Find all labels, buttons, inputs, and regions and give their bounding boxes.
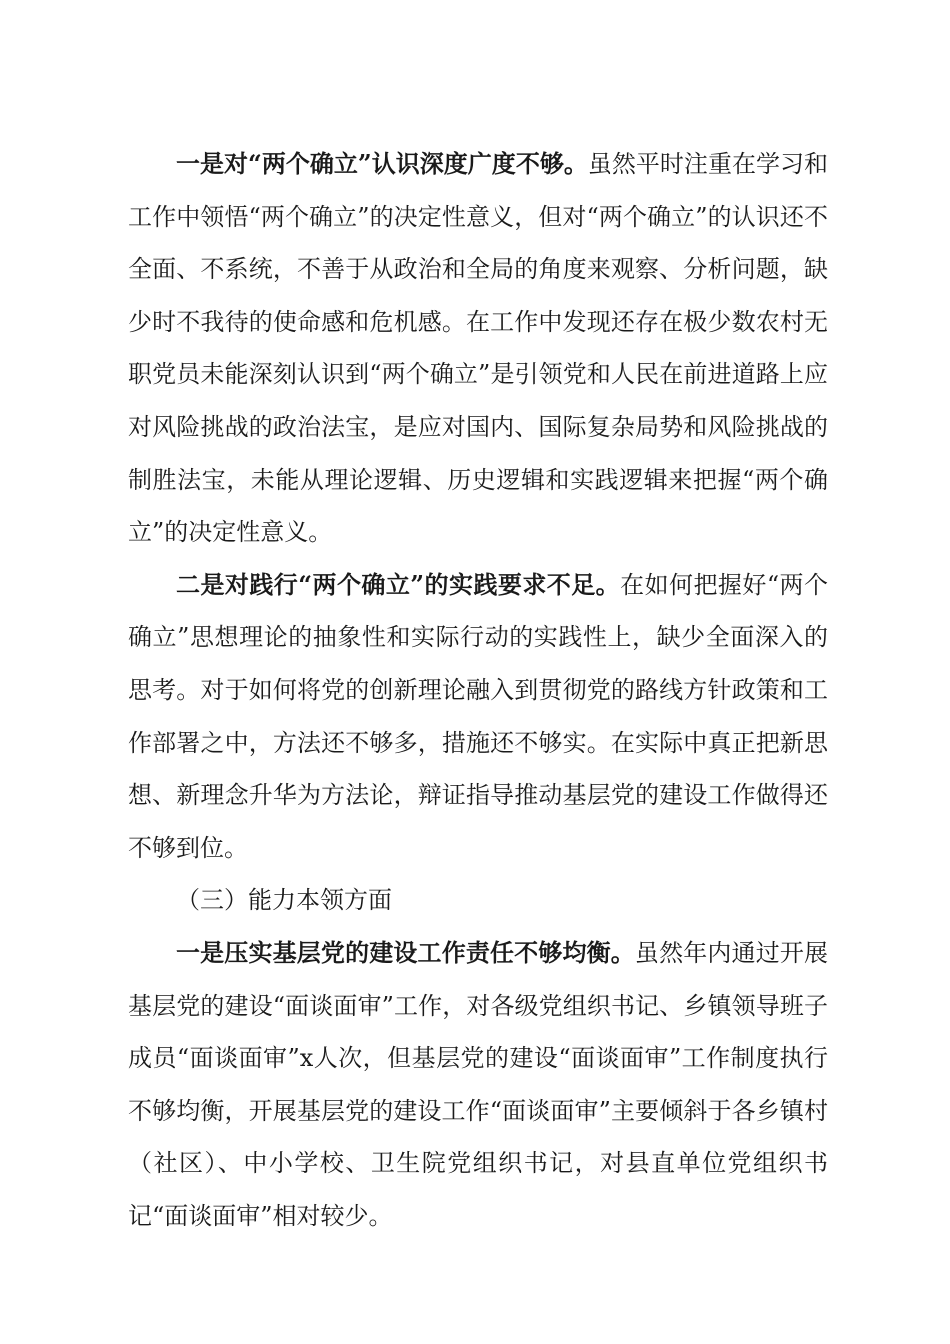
paragraph-body: 在如何把握好“两个确立”思想理论的抽象性和实际行动的实践性上，缺少全面深入的思考。对于如何将党的创新理论融入到贯彻党的路线方针政策和工作部署之中，方法还不够多，措施还不够实。在实际中真正把新思想、新理念升华为方法论，辩证指导推动基层党的建设工作做得还不够到位。	[128, 570, 828, 862]
paragraph-responsibility-balance	[128, 927, 828, 1243]
paragraph-body: 虽然平时注重在学习和工作中领悟“两个确立”的决定性意义，但对“两个确立”的认识还不全面、不系统，不善于从政治和全局的角度来观察、分析问题，缺少时不我待的使命感和危机感。在工作中发现还存在极少数农村无职党员未能深刻认识到“两个确立”是引领党和人民在前进道路上应对风险挑战的政治法宝，是应对国内、国际复杂局势和风险挑战的制胜法宝，未能从理论逻辑、历史逻辑和实践逻辑来把握“两个确立”的决定性意义。	[128, 150, 829, 547]
section-heading: （三）能力本领方面	[176, 886, 392, 915]
paragraph-lead: 一是压实基层党的建设工作责任不够均衡。	[176, 937, 635, 967]
paragraph-recognition-depth	[128, 138, 828, 559]
paragraph-body: 虽然年内通过开展基层党的建设“面谈面审”工作，对各级党组织书记、乡镇领导班子成员“面谈面审”x人次，但基层党的建设“面谈面审”工作制度执行不够均衡，开展基层党的建设工作“面谈面审”主要倾斜于各乡镇村（社区）、中小学校、卫生院党组织书记，对县直单位党组织书记“面谈面审”相对较少。	[128, 938, 828, 1230]
paragraph-practice-requirements	[128, 559, 828, 875]
paragraph-lead: 一是对“两个确立”认识深度广度不够。	[176, 149, 588, 178]
paragraph-lead: 二是对践行“两个确立”的实践要求不足。	[176, 569, 621, 599]
document-body	[128, 138, 828, 1242]
